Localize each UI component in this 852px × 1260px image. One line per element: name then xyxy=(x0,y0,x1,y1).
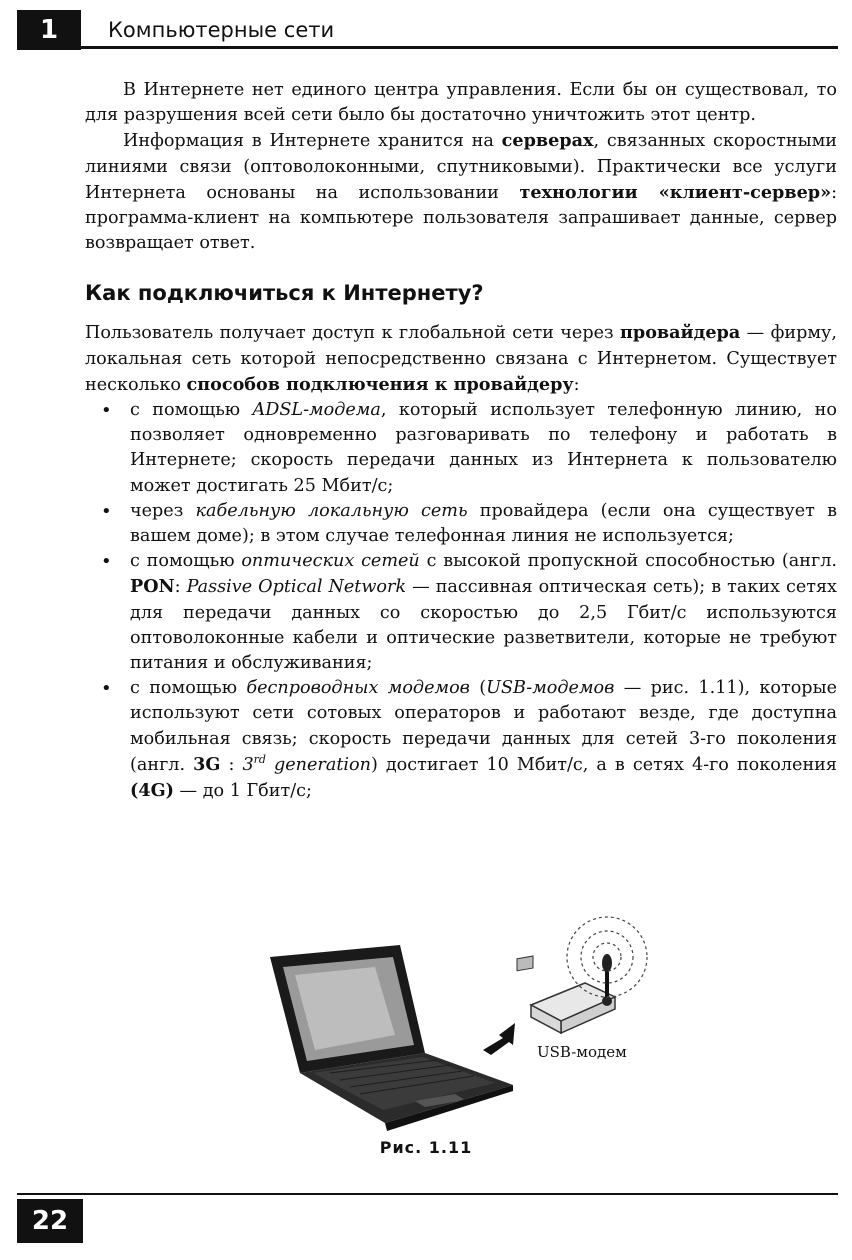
connection-methods-list xyxy=(85,398,837,804)
arrow-icon xyxy=(483,1023,515,1055)
paragraph-servers: Информация в Интернете хранится на серверах, связанных скоростными линиями связи (оптоволоконными, спутниковыми). Практически все услуги Интернета основаны на использовании технологии «клиент-сервер»: программа-клиент на компьютере пользователя запрашивает данные, сервер возвращает ответ. xyxy=(85,130,837,254)
header-rule xyxy=(17,46,838,49)
list-item-wireless: • с помощью беспроводных модемов (USB-модемов — рис. 1.11), которые используют сети сотовых операторов и работают везде, где доступна мобильная связь; скорость передачи данных для сетей 3-го поколения (англ. 3G : 3rd generation) достигает 10 Мбит/с, а в сетях 4-го поколения (4G) — до 1 Гбит/с; xyxy=(85,676,837,804)
chapter-title: Компьютерные сети xyxy=(108,18,335,42)
paragraph-no-control-center: В Интернете нет единого центра управления. Если бы он существовал, то для разрушения всей сети было бы достаточно уничтожить этот центр. xyxy=(85,80,837,126)
laptop-icon xyxy=(270,945,513,1131)
usb-modem-icon xyxy=(517,954,615,1033)
paragraph-provider: Пользователь получает доступ к глобальной сети через провайдера — фирму, локальная сеть которой непосредственно связана с Интернетом. Существует несколько способов подключения к провайдеру: xyxy=(85,322,837,395)
usb-modem-label: USB-модем xyxy=(537,1043,627,1061)
page-body xyxy=(85,78,837,804)
list-item-adsl: • с помощью ADSL-модема, который использует телефонную линию, но позволяет одновременно разговаривать по телефону и работать в Интернете; скорость передачи данных из Интернета к пользователю может достигать 25 Мбит/с; xyxy=(85,398,837,499)
footer-rule xyxy=(17,1193,838,1195)
list-item-cable: • через кабельную локальную сеть провайдера (если она существует в вашем доме); в этом случае телефонная линия не используется; xyxy=(85,499,837,549)
page-number-badge: 22 xyxy=(17,1199,83,1243)
list-item-optical: • с помощью оптических сетей с высокой пропускной способностью (англ. PON: Passive Optical Network — пассивная оптическая сеть); в таких сетях для передачи данных со скоростью до 2,5 Гбит/с используются оптоволоконные кабели и оптические разветвители, которые не требуют питания и обслуживания; xyxy=(85,549,837,676)
chapter-number-badge: 1 xyxy=(17,10,81,50)
usb-modem-illustration xyxy=(255,905,655,1135)
figure-caption: Рис. 1.11 xyxy=(379,1138,473,1157)
section-heading: Как подключиться к Интернету? xyxy=(85,281,484,306)
